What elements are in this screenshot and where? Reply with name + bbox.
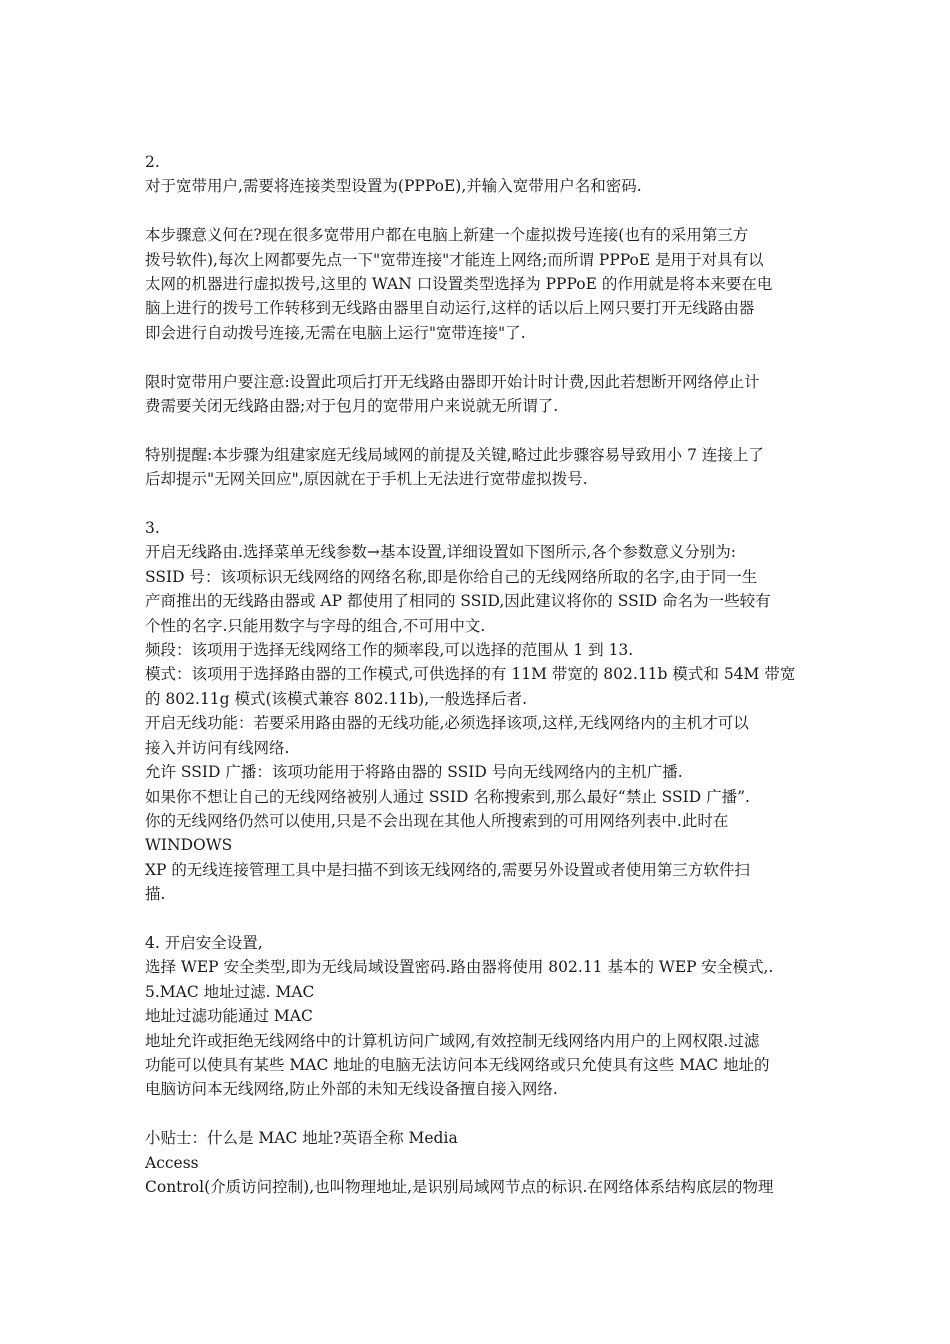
text-line: Access	[145, 1153, 199, 1172]
text-line: 地址过滤功能通过 MAC	[145, 1007, 313, 1026]
blank-line	[145, 1102, 810, 1126]
text-line: 个性的名字.只能用数字与字母的组合,不可用中文.	[145, 616, 486, 635]
text-line: 地址允许或拒绝无线网络中的计算机访问广域网,有效控制无线网络内用户的上网权限.过滤	[145, 1031, 760, 1050]
blank-line	[145, 492, 810, 516]
text-line: 小贴士：什么是 MAC 地址?英语全称 Media	[145, 1129, 458, 1148]
text-line: SSID 号：该项标识无线网络的网络名称,即是你给自己的无线网络所取的名字,由于同一生	[145, 567, 758, 586]
text-line: 开启无线功能：若要采用路由器的无线功能,必须选择该项,这样,无线网络内的主机才可以	[145, 714, 749, 733]
text-line: 对于宽带用户,需要将连接类型设置为(PPPoE),并输入宽带用户名和密码.	[145, 177, 642, 196]
text-line: 即会进行自动拨号连接,无需在电脑上运行"宽带连接"了.	[145, 323, 526, 342]
text-line: 电脑访问本无线网络,防止外部的未知无线设备擅自接入网络.	[145, 1080, 558, 1099]
text-line: 4. 开启安全设置,	[145, 933, 263, 952]
text-line: XP 的无线连接管理工具中是扫描不到该无线网络的,需要另外设置或者使用第三方软件扫	[145, 860, 750, 879]
text-line: 5.MAC 地址过滤. MAC	[145, 982, 315, 1001]
text-line: 拨号软件),每次上网都要先点一下"宽带连接"才能连上网络;而所谓 PPPoE 是用于对具有以	[145, 250, 764, 269]
text-line: 频段：该项用于选择无线网络工作的频率段,可以选择的范围从 1 到 13.	[145, 641, 634, 660]
text-line: Control(介质访问控制),也叫物理地址,是识别局域网节点的标识.在网络体系结构底层的物理	[145, 1177, 774, 1196]
text-line: 接入并访问有线网络.	[145, 738, 290, 757]
text-line: 描.	[145, 885, 166, 904]
blank-line	[145, 907, 810, 931]
text-line: 开启无线路由.选择菜单无线参数→基本设置,详细设置如下图所示,各个参数意义分别为:	[145, 543, 736, 562]
text-line: 选择 WEP 安全类型,即为无线局域设置密码.路由器将使用 802.11 基本的 WEP 安全模式,.	[145, 958, 774, 977]
text-line: 功能可以使具有某些 MAC 地址的电脑无法访问本无线网络或只允使具有这些 MAC 地址的	[145, 1055, 770, 1074]
document-body	[145, 150, 810, 1199]
text-line: 本步骤意义何在?现在很多宽带用户都在电脑上新建一个虚拟拨号连接(也有的采用第三方	[145, 226, 749, 245]
blank-line	[145, 199, 810, 223]
text-line: 如果你不想让自己的无线网络被别人通过 SSID 名称搜索到,那么最好“禁止 SSID 广播”.	[145, 787, 750, 806]
text-line: 允许 SSID 广播：该项功能用于将路由器的 SSID 号向无线网络内的主机广播.	[145, 763, 683, 782]
text-line: 的 802.11g 模式(该模式兼容 802.11b),一般选择后者.	[145, 689, 528, 708]
text-line: 你的无线网络仍然可以使用,只是不会出现在其他人所搜索到的可用网络列表中.此时在	[145, 811, 729, 830]
text-line: 特别提醒:本步骤为组建家庭无线局域网的前提及关键,略过此步骤容易导致用小 7 连接上了	[145, 445, 764, 464]
blank-line	[145, 345, 810, 369]
text-line: 3.	[145, 519, 160, 538]
text-line: 产商推出的无线路由器或 AP 都使用了相同的 SSID,因此建议将你的 SSID 命名为一些较有	[145, 592, 771, 611]
text-line: 模式：该项用于选择路由器的工作模式,可供选择的有 11M 带宽的 802.11b 模式和 54M 带宽	[145, 665, 796, 684]
text-line: WINDOWS	[145, 836, 233, 855]
blank-line	[145, 418, 810, 442]
text-line: 2.	[145, 153, 160, 171]
text-line: 限时宽带用户要注意:设置此项后打开无线路由器即开始计时计费,因此若想断开网络停止计	[145, 372, 760, 391]
text-line: 太网的机器进行虚拟拨号,这里的 WAN 口设置类型选择为 PPPoE 的作用就是将本来要在电	[145, 275, 773, 294]
text-line: 费需要关闭无线路由器;对于包月的宽带用户来说就无所谓了.	[145, 397, 559, 416]
text-line: 后却提示"无网关回应",原因就在于手机上无法进行宽带虚拟拨号.	[145, 470, 588, 489]
text-line: 脑上进行的拨号工作转移到无线路由器里自动运行,这样的话以后上网只要打开无线路由器	[145, 299, 755, 318]
